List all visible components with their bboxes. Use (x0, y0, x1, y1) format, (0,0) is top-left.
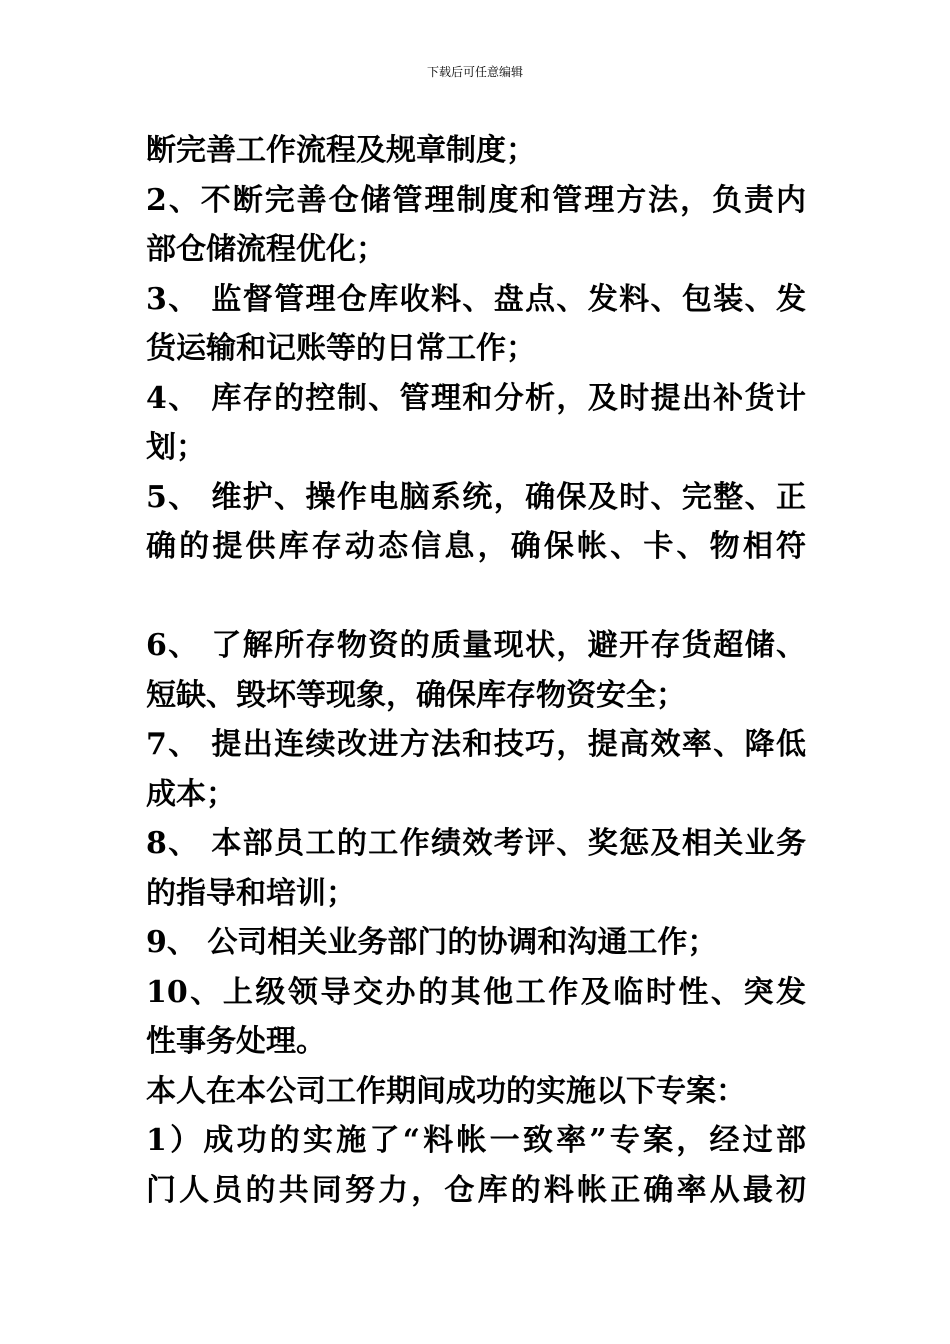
text-line: 1）成功的实施了“料帐一致率”专案，经过部 (146, 1123, 806, 1158)
text-line: 10、上级领导交办的其他工作及临时性、突发 (146, 974, 806, 1010)
text-line: 6、 了解所存物资的质量现状，避开存货超储、 (146, 628, 806, 663)
text-line: 门人员的共同努力，仓库的料帐正确率从最初 (146, 1172, 806, 1208)
text-line: 5、 维护、操作电脑系统，确保及时、完整、正 (146, 479, 806, 515)
text-line: 7、 提出连续改进方法和技巧，提高效率、降低 (146, 727, 806, 762)
text-line: 的指导和培训； (146, 875, 356, 911)
text-line: 本人在本公司工作期间成功的实施以下专案： (146, 1073, 746, 1109)
text-line: 短缺、毁坏等现象，确保库存物资安全； (146, 677, 686, 713)
blank-line (146, 572, 806, 622)
text-line: 断完善工作流程及规章制度； (146, 133, 536, 168)
text-line: 性事务处理。 (146, 1024, 326, 1059)
text-line: 成本； (146, 776, 236, 812)
text-line: 9、 公司相关业务部门的协调和沟通工作； (146, 925, 718, 960)
text-line: 货运输和记账等的日常工作； (146, 331, 536, 366)
text-line: 划； (146, 430, 206, 465)
text-line: 确的提供库存动态信息，确保帐、卡、物相符 (146, 529, 806, 564)
document-body (146, 126, 806, 1215)
text-line: 4、 库存的控制、管理和分析，及时提出补货计 (146, 380, 806, 416)
page-header-note: 下载后可任意编辑 (426, 65, 523, 79)
text-line: 2、不断完善仓储管理制度和管理方法，负责内 (146, 182, 806, 218)
text-line: 8、 本部员工的工作绩效考评、奖惩及相关业务 (146, 826, 806, 861)
text-line: 3、 监督管理仓库收料、盘点、发料、包装、发 (146, 281, 806, 317)
text-line: 部仓储流程优化； (146, 232, 386, 267)
